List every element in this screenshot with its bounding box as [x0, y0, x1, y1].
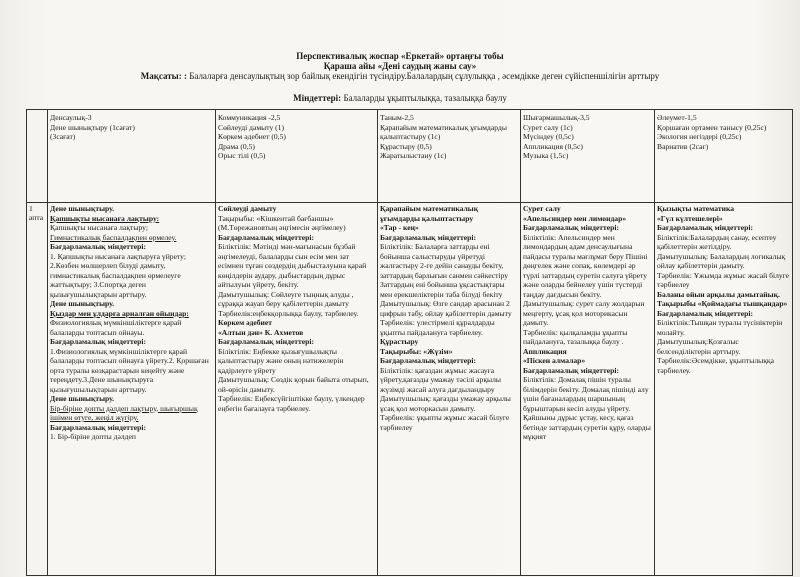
- cell-paragraph: Біліктілік:Балалардың санау, есептеу қабілеттерін жетілдіру.: [657, 232, 777, 251]
- cell-paragraph: Дамытушылық: Сөйлеуге тыңнық алуды , сұраққа жауап беру қабілеттерін дамыту: [218, 289, 354, 308]
- cell-paragraph: Қарапайым математикалық ұғымдарды қалыптастыру: [380, 204, 479, 223]
- table-header-row: [27, 110, 793, 203]
- cell-paragraph: Бағдарламалық міндеттері:: [50, 422, 147, 432]
- cell-paragraph: Дамытушылық: Өзге сандар арасынан 2 цифрын табу, ойлау қабілеттерін дамыту: [380, 299, 512, 318]
- body-cell-health: [48, 203, 216, 576]
- cell-paragraph: Дамытушылық: сурет салу жолдарын меңгерту, ұсақ қол моторикасын дамыту.: [523, 299, 645, 327]
- cell-paragraph: Біліктілік: Балаларға заттарды ені бойынша салыстыруды үйретуді жалғастыру 2-ге дейін санауды бекіту, заттардың барлығын санмен сәйкестіру Заттардың ені бойынша ұқсастықтары мен ерекшеліктерін таба білуді бекіту: [380, 242, 509, 299]
- body-cell-cognition: [378, 203, 521, 576]
- cell-paragraph: «Апельсиндер мен лимондар»: [523, 213, 627, 223]
- goal-label: Мақсаты: :: [140, 71, 187, 81]
- cell-line: Сурет салу (1с): [523, 122, 573, 132]
- cell-paragraph: Тәрбиелік: ұқыпты жұмыс жасай білуге тәрбиелеу: [380, 413, 510, 432]
- cell-paragraph: Дене шынықтыру.: [50, 394, 115, 403]
- cell-paragraph: Дамытушылық:Қозғалыс белсенділіктерін арттыру.: [657, 337, 741, 356]
- cell-paragraph: «Алтын дән» К. Ахметов: [218, 327, 304, 337]
- cell-paragraph: Тәрбиелік: үлестірмелі құралдарды ұқыпты пайдалануға тәрбиелеу.: [380, 318, 495, 337]
- cell-line: апта: [29, 213, 44, 222]
- cell-paragraph: Гимнастикалық баспалдақпен өрмелеу.: [50, 232, 177, 242]
- cell-paragraph: Біліктілік: Мәтінді мән-мағынасын бұзбай әңгімелеуді, балаларды сын есім мен зат есімнен тұған сөздердің дыбысталуына қарай көңілдерін аудару, дыбыстардың дұрыс айтылуын үйрету, бекіту.: [218, 242, 367, 289]
- cell-paragraph: Сөйлеуді дамыту: [218, 204, 277, 213]
- cell-paragraph: Физиологиялық мүмкіншіліктерге қарай балаларды топтасып ойнауы.: [50, 318, 182, 337]
- header-cell-social: [655, 110, 793, 203]
- cell-paragraph: Біліктілік: Апельсиндер мен лимондардың адам денсаулығына пайдасы туралы мағлұмат беру Пішіні дөңгелек және сопақ, көлемдері әр түрлі заттардың суретін салуға үйрету және оларды бейнелеу үшін түстерді таңдау дағдысын бекіту.: [523, 232, 648, 299]
- plan-table: [26, 109, 793, 576]
- cell-paragraph: Біліктілік: қағаздан жұмыс жасауға үйрету,қағазды умажау тәсілі арқылы жүзімді жасай алуға дағдыландыру: [380, 365, 502, 394]
- month-theme: Қараша айы «Дені саудың жаны сау»: [323, 61, 477, 71]
- goal-text: Балаларға денсаулықтың зор байлық екендігін түсіндіру.Балалардың сұлулыққа , әсемдікке деген сүйіспеншілігін арттыру: [189, 71, 660, 81]
- week-cell: [27, 203, 48, 576]
- cell-paragraph: Дене шынықтыру.: [50, 299, 115, 308]
- cell-paragraph: Қыздар мен ұлдарға арналған ойындар:: [50, 308, 189, 318]
- cell-paragraph: Дамытушылық: Балалардың логикалық ойлау қабілеттерін дамыту.: [657, 251, 786, 270]
- cell-line: Денсаулық-3: [50, 113, 92, 122]
- header-cell-creativity: [521, 110, 655, 203]
- cell-line: Драма (0,5): [218, 141, 255, 151]
- body-cell-creativity: [521, 203, 655, 576]
- cell-line: Шығармашылық-3,5: [523, 113, 590, 122]
- cell-paragraph: Бір-біріне допты дәлдеп лақтыру, шығыршық ішімен өтуге, жеңіл жүгіру.: [50, 403, 198, 422]
- cell-paragraph: Бағдарламалық міндеттері:: [218, 337, 315, 346]
- cell-line: Мүсіндеу (0,5с): [523, 132, 574, 141]
- cell-line: Көркем әдебиет (0,5): [218, 132, 286, 141]
- cell-paragraph: Бағдарламалық міндеттері:: [380, 356, 477, 365]
- cell-paragraph: «Піскен алмалар»: [523, 356, 586, 365]
- cell-line: Дене шынықтыру (1сағат): [50, 122, 135, 132]
- cell-paragraph: Бағдарламалық міндеттері:: [380, 232, 477, 242]
- cell-paragraph: Дамытушылық: Сөздік қорын байыта отырып, ой-өрісін дамыту.: [218, 375, 369, 394]
- cell-line: Таным-2,5: [380, 113, 414, 122]
- tasks-line: [0, 93, 800, 103]
- tasks-text: Балаларды ұқыптылыққа, тазалыққа баулу: [343, 93, 507, 103]
- cell-paragraph: Бағдарламалық міндеттері:: [523, 223, 620, 232]
- cell-paragraph: Тәрбиелік: Еңбексүйгіштікке баулу, үлкендер еңбегін бағалауға тәрбиелеу.: [218, 394, 365, 413]
- cell-line: Экология негіздері (0,25с): [657, 132, 742, 141]
- header-cell-cognition: [378, 110, 521, 203]
- table-row: [27, 203, 793, 576]
- cell-paragraph: Дамытушылық: қағазды умажау арқылы ұсақ қол моторкасын дамыту.: [380, 394, 511, 413]
- cell-paragraph: Тәрбиелік:Әсемдікке, ұқыптылыққа тәрбиелеу.: [657, 356, 774, 375]
- cell-line: Жаратылыстану (1с): [380, 151, 447, 160]
- header-cell-empty: [27, 110, 48, 203]
- cell-paragraph: «Тар - кең»: [380, 223, 419, 232]
- document-title: Перспективалық жоспар «Еркетай» ортаңғы тобы: [296, 51, 504, 61]
- cell-paragraph: 1. Қапшықты нысанаға лақтыруға үйрету; 2.Көзбен мөлшерлеп білуді дамыту, гимнастикалық баспалдақпен өрмелеуге жаттықтыру; 3.Спортқа деген қызығушылықтарын арттыру.: [50, 251, 186, 299]
- cell-paragraph: «Гүл күлтешелері»: [657, 213, 723, 223]
- cell-paragraph: Бағдарламалық міндеттері:: [50, 337, 147, 346]
- cell-line: Аппликация (0,5с): [523, 141, 583, 151]
- cell-paragraph: Біліктілік: Домалақ пішін туралы білімдерін бекіту. Домалақ пішінді алу үшін бағаналардың шаршының бұрыштарын кесіп алуды үйрету. Қайшыны дұрыс ұстау, кесу, қағаз бетінде заттардың суретін құру, оларды мұқият: [523, 375, 651, 441]
- cell-line: Әлеумет-1,5: [657, 113, 697, 122]
- cell-paragraph: Тақырыбы: «Жүзім»: [380, 346, 453, 356]
- cell-paragraph: Тақырыбы «Қоймадағы тышқандар»: [657, 299, 788, 308]
- cell-line: Коммуникация -2,5: [218, 113, 281, 122]
- cell-paragraph: Бағдарламалық міндеттері:: [657, 223, 754, 232]
- header-cell-health: [48, 110, 216, 203]
- cell-line: Вариатив (2сағ): [657, 141, 709, 151]
- cell-line: Қоршаған ортамен танысу (0,25с): [657, 122, 767, 132]
- cell-paragraph: Тақырыбы: «Кішкентай бағбаншы» (М.Төрежановтың әңгімесін әңгімелеу): [218, 213, 346, 232]
- cell-line: Қарапайым математикалық ұғымдарды қалыптастыру (1с): [380, 122, 507, 141]
- cell-paragraph: Аппликация: [523, 346, 567, 356]
- cell-paragraph: Дене шынықтыру.: [50, 204, 115, 213]
- cell-line: Сөйлеуді дамыту (1): [218, 122, 284, 132]
- header-cell-communication: [216, 110, 378, 203]
- body-cell-social: [655, 203, 793, 576]
- cell-paragraph: Біліктілік:Тышқан туралы түсініктерін молайту.: [657, 318, 783, 337]
- goal-line: [0, 71, 800, 81]
- cell-line: 1: [29, 204, 33, 213]
- tasks-label: Міндеттері:: [293, 93, 342, 103]
- cell-paragraph: Баланы ойын арқылы дамытайық.: [657, 289, 780, 299]
- cell-paragraph: Бағдарламалық міндеттері:: [523, 365, 620, 375]
- cell-paragraph: Бағдарламалық міндеттері:: [218, 232, 315, 242]
- cell-paragraph: Құрастыру: [380, 337, 419, 346]
- cell-line: Орыс тілі (0,5): [218, 151, 266, 160]
- cell-paragraph: Тәрбиелік:еңбекқорлыққа баулу, тәрбиелеу.: [218, 308, 359, 318]
- body-cell-communication: [216, 203, 378, 576]
- cell-line: Музыка (1,5с): [523, 151, 569, 160]
- cell-paragraph: Қапшықты нысанаға лақтыру:: [50, 213, 160, 223]
- cell-paragraph: Біліктілік: Еңбекке қызығушылықты қалыптастыру және оның нәтижелерін қадірлеуге үйрету: [218, 346, 344, 375]
- cell-paragraph: 1. Бір-біріне допты дәлдеп: [50, 432, 136, 441]
- cell-paragraph: 1.Физиологиялық мүмкіншіліктерге қарай балаларды топтасып ойнауға үйрету.2. Қоршаған орта туралы көзқарастарын кеңейту және тереңдету.3.Дене шынықтыруға қызығушылықтарын арттыру.: [50, 346, 209, 394]
- cell-paragraph: Қапшықты нысанаға лақтыру;: [50, 223, 148, 232]
- cell-line: (3сағат): [50, 132, 76, 141]
- cell-line: Құрастыру (0,5): [380, 141, 432, 151]
- cell-paragraph: Тәрбиелік: Ұжымда жұмыс жасай білуге тәрбиелеу: [657, 270, 790, 289]
- cell-paragraph: Тәрбиелік: қылқаламды ұқыпты пайдалануға, тазалыққа баулу .: [523, 327, 628, 346]
- cell-paragraph: Бағдарламалық міндеттері:: [50, 242, 147, 251]
- cell-paragraph: Қызықты математика: [657, 204, 735, 213]
- cell-paragraph: Көркем әдебиет: [218, 318, 273, 327]
- cell-paragraph: Сурет салу: [523, 204, 561, 213]
- cell-paragraph: Бағдарламалық міндеттері:: [657, 308, 754, 318]
